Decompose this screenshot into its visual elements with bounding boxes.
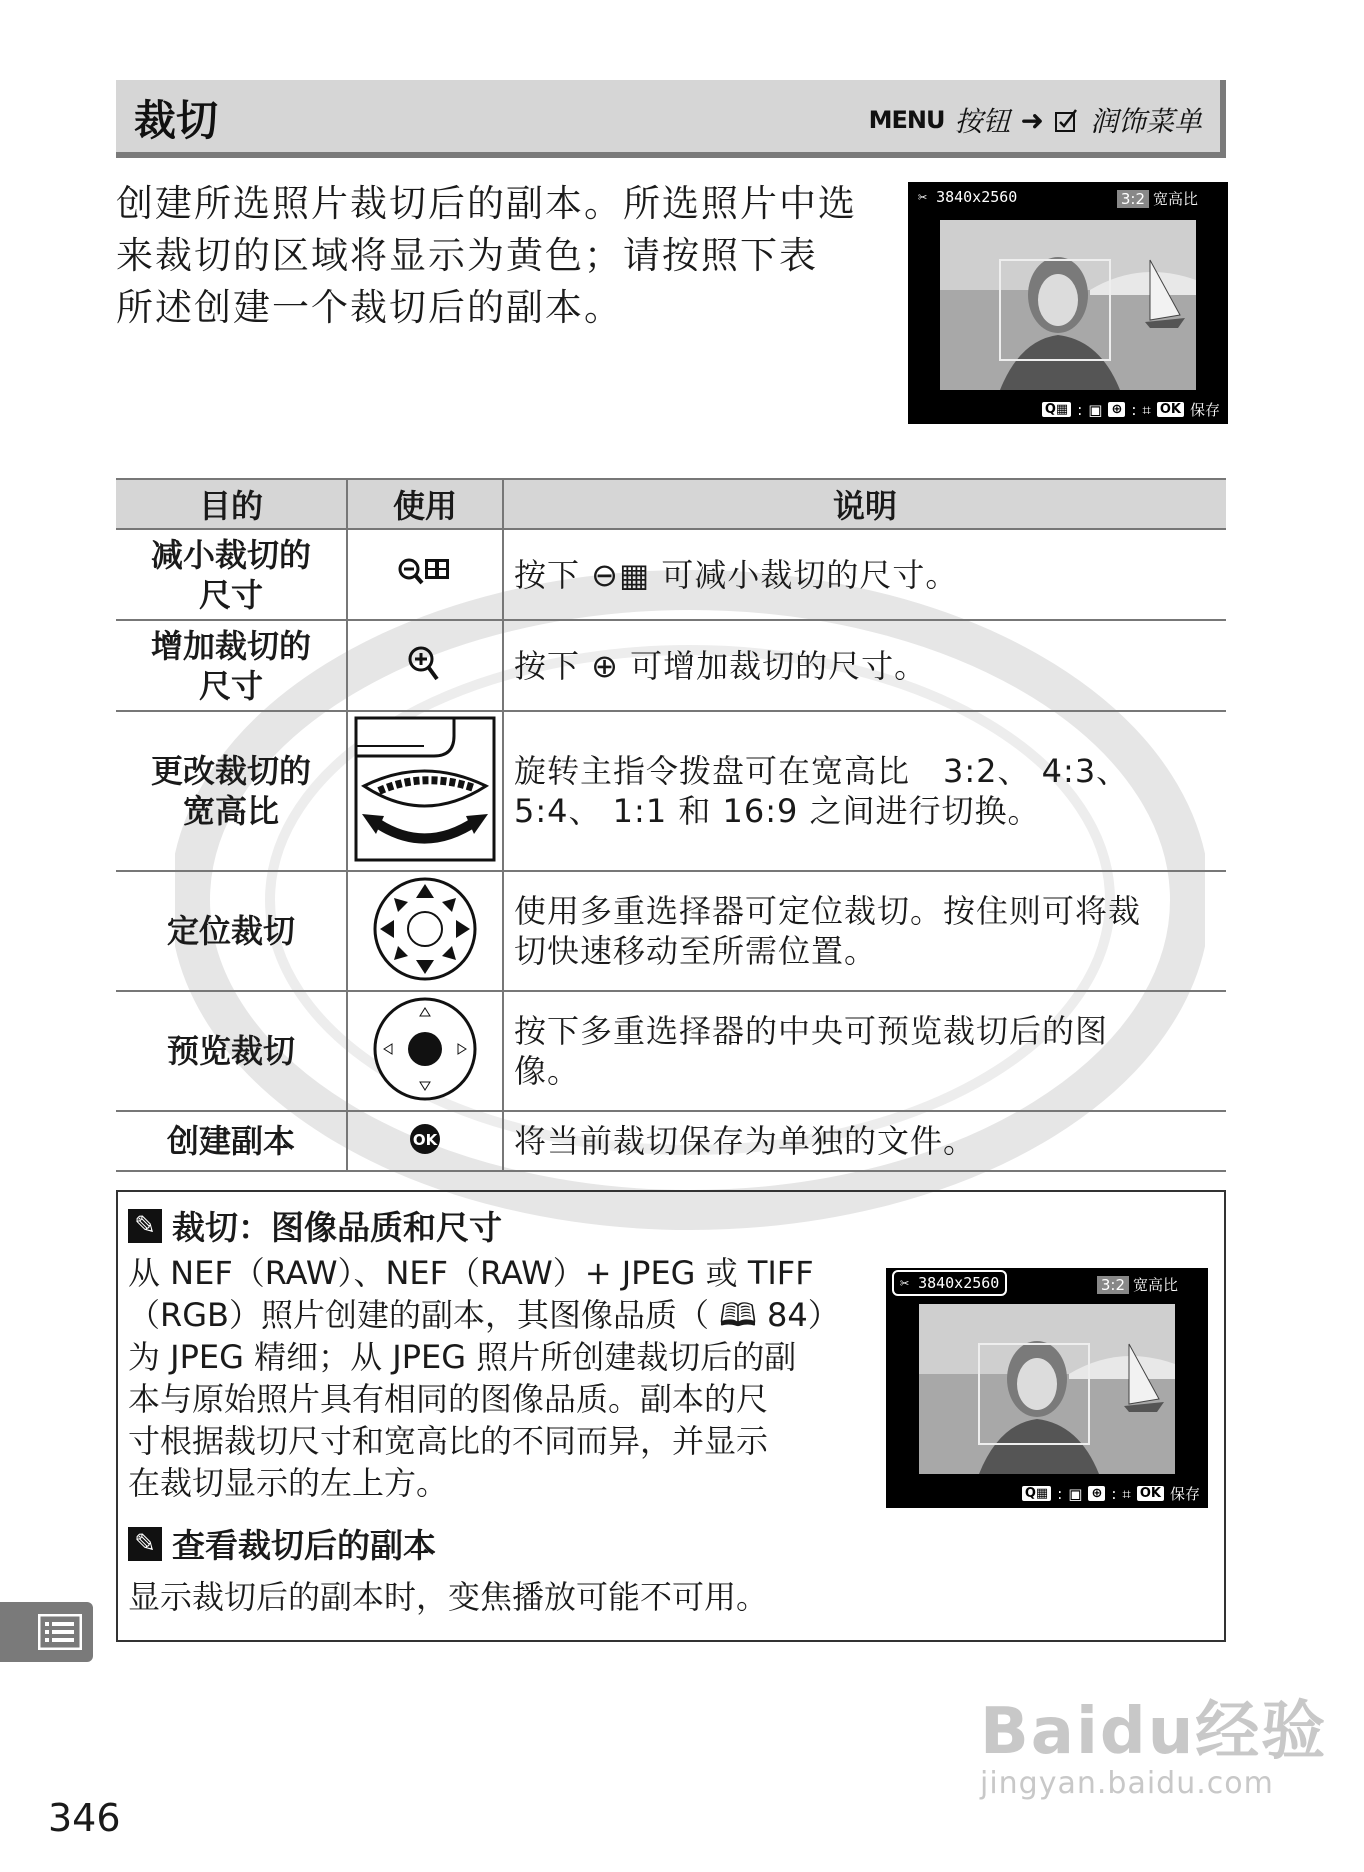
crop-size-readout: ✂ 3840x2560 xyxy=(892,1270,1007,1296)
aspect-ratio-readout: 3:2 宽高比 xyxy=(1117,188,1198,209)
table-row: 预览裁切 按下多重选择器的中央可预览裁切后的图 像。 xyxy=(116,991,1226,1111)
zoom-out-thumbnail-icon: Q▦ xyxy=(1022,1486,1051,1501)
zoom-in-icon xyxy=(405,643,445,685)
multi-selector-icon xyxy=(372,876,478,982)
zoom-in-icon: ⊕ xyxy=(1088,1486,1105,1501)
menu-button-label: MENU xyxy=(868,106,945,134)
crumb-menu-text: 润饰菜单 xyxy=(1089,105,1202,138)
ok-button-icon xyxy=(408,1122,442,1156)
table-row: 增加裁切的 尺寸 按下 ⊕ 可增加裁切的尺寸。 xyxy=(116,620,1226,711)
section-tab[interactable] xyxy=(0,1602,93,1662)
column-header-use: 使用 xyxy=(347,479,503,529)
intro-line: 所述创建一个裁切后的副本。 xyxy=(116,286,623,329)
aspect-ratio-readout: 3:2 宽高比 xyxy=(1097,1274,1178,1295)
table-row: 更改裁切的 宽高比 旋转主指令拨盘可在宽高比 3:2、 4:3、 5:4、 1:1 和 16:9 之间进行切换。 xyxy=(116,711,1226,871)
operations-table xyxy=(116,478,1226,1172)
lcd-bottom-hints: Q▦ : ▣ ⊕ : ⌗ OK 保存 xyxy=(1022,1483,1200,1504)
intro-line: 来裁切的区域将显示为黄色；请按照下表 xyxy=(116,234,818,277)
page-number: 346 xyxy=(48,1796,121,1840)
zoom-out-thumbnail-icon: Q▦ xyxy=(1042,402,1071,417)
ok-button-icon: OK xyxy=(1137,1486,1164,1501)
breadcrumb xyxy=(869,100,1202,140)
intro-paragraph xyxy=(116,178,896,334)
multi-selector-center-icon xyxy=(372,996,478,1102)
table-row: 定位裁切 使用多重选择器可定位裁切。按住则可将裁 切快速移动至所需位置。 xyxy=(116,871,1226,991)
note-body: 从 NEF（RAW）、NEF（RAW）+ JPEG 或 TIFF （RGB）照片创建的副本，其图像品质（ 🕮 84） 为 JPEG 精细；从 JPEG 照片所创建裁切后的副 本与原始照片具有相同的图像品质。副本的尺 寸根据裁切尺寸和宽高比的不同而异，并显示 在裁切显示的左上方。 xyxy=(128,1254,840,1502)
note-heading xyxy=(128,1520,436,1567)
sample-photo xyxy=(940,220,1196,390)
note-heading xyxy=(128,1202,502,1249)
crop-lcd-preview xyxy=(908,182,1228,424)
menu-list-icon xyxy=(38,1614,82,1650)
retouch-icon xyxy=(1054,107,1080,133)
crop-lcd-preview-2 xyxy=(886,1268,1208,1508)
crumb-button-text: 按钮 xyxy=(954,105,1011,138)
lcd-bottom-hints: Q▦ : ▣ ⊕ : ⌗ OK 保存 xyxy=(1042,399,1220,420)
notes-box xyxy=(116,1190,1226,1642)
column-header-description: 说明 xyxy=(503,479,1226,529)
crop-size-readout: ✂ 3840x2560 xyxy=(918,188,1018,206)
note-body: 显示裁切后的副本时，变焦播放可能不可用。 xyxy=(128,1578,769,1616)
page-title: 裁切 xyxy=(134,96,219,145)
table-row: 减小裁切的 尺寸 按下 ⊖▦ 可减小裁切的尺寸。 xyxy=(116,529,1226,620)
note-title: 裁切：图像品质和尺寸 xyxy=(172,1208,502,1247)
command-dial-icon xyxy=(354,716,496,862)
intro-line: 创建所选照片裁切后的副本。所选照片中选 xyxy=(116,182,857,225)
sample-photo xyxy=(918,1304,1176,1474)
pencil-note-icon: ✎ xyxy=(128,1527,162,1561)
pencil-note-icon: ✎ xyxy=(128,1209,162,1243)
ok-button-icon: OK xyxy=(1157,402,1184,417)
note-title: 查看裁切后的副本 xyxy=(172,1526,436,1565)
baidu-watermark: Baidu经验 jingyan.baidu.com xyxy=(980,1695,1328,1801)
svg-text:OK: OK xyxy=(412,1131,438,1149)
table-row: 创建副本 OK 将当前裁切保存为单独的文件。 xyxy=(116,1111,1226,1171)
section-header xyxy=(116,80,1226,158)
arrow-icon: ➜ xyxy=(1020,103,1044,137)
column-header-purpose: 目的 xyxy=(116,479,347,529)
zoom-out-thumbnail-icon xyxy=(395,553,455,593)
zoom-in-icon: ⊕ xyxy=(1108,402,1125,417)
